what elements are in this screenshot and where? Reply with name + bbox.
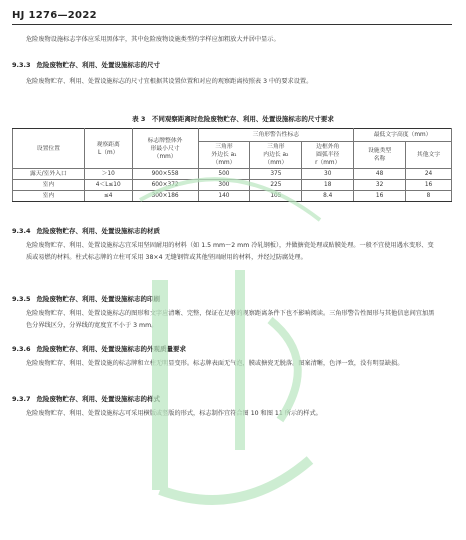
col-header-tri-radius: 边框外角 圆弧半径 r（mm）: [302, 142, 354, 169]
section-number: 9.3.3: [12, 61, 31, 69]
cell-distance: ＞10: [84, 169, 132, 180]
col-header-min-size: 标志牌整体外 形最小尺寸 （mm）: [132, 129, 198, 169]
cell-type-height: 48: [354, 169, 406, 180]
cell-position: 露天/室外入口: [13, 169, 85, 180]
cell-inner: 105: [250, 191, 302, 202]
section-9-3-4-body: 危险废物贮存、利用、处置设施标志宜采用坚固耐用的材料（如 1.5 mm～2 mm 冷轧钢板），并做搪瓷处理或贴膜处理。一般不宜使用遇水变形、变质或易燃的材料。柱式标志牌的立柱可采用 38×4 无缝钢管或其他坚固耐用的材料，并经过防腐处理。: [26, 242, 434, 261]
cell-distance: ≤4: [84, 191, 132, 202]
col-header-font-type: 设施类型 名称: [354, 142, 406, 169]
cell-inner: 225: [250, 180, 302, 191]
section-number: 9.3.4: [12, 227, 31, 235]
section-9-3-5-heading: [12, 294, 442, 303]
cell-type-height: 32: [354, 180, 406, 191]
col-group-triangle: 三角形警告性标志: [198, 129, 354, 142]
cell-type-height: 16: [354, 191, 406, 202]
cell-outer: 300: [198, 180, 250, 191]
intro-paragraph: 危险废物设施标志字体应采用黑体字，其中危险废物设施类型的字样应加粗放大并居中显示。: [26, 36, 280, 43]
col-header-tri-inner: 三角形 内边长 a₂ （mm）: [250, 142, 302, 169]
col-header-font-other: 其他文字: [406, 142, 452, 169]
cell-position: 室内: [13, 180, 85, 191]
cell-position: 室内: [13, 191, 85, 202]
table-3-caption: 表 3 不同观察距离时危险废物贮存、利用、处置设施标志的尺寸要求: [132, 115, 334, 123]
section-9-3-6-body: 危险废物贮存、利用、处置设施的标志牌和立柱无明显变形。标志牌表面无气泡，膜或搪瓷无脱落。图案清晰，色泽一致，没有明显缺损。: [26, 360, 404, 367]
col-header-distance: 观察距离 L（m）: [84, 129, 132, 169]
cell-other-height: 16: [406, 180, 452, 191]
cell-other-height: 8: [406, 191, 452, 202]
section-title: 危险废物贮存、利用、处置设施标志的样式: [36, 395, 161, 403]
col-header-tri-outer: 三角形 外边长 a₁ （mm）: [198, 142, 250, 169]
section-number: 9.3.5: [12, 295, 31, 303]
cell-min-size: 300×186: [132, 191, 198, 202]
cell-radius: 30: [302, 169, 354, 180]
section-title: 危险废物贮存、利用、处置设施标志的尺寸: [36, 61, 161, 69]
cell-min-size: 600×372: [132, 180, 198, 191]
cell-outer: 500: [198, 169, 250, 180]
cell-inner: 375: [250, 169, 302, 180]
col-group-font-height: 最低文字高度（mm）: [354, 129, 452, 142]
section-title: 危险废物贮存、利用、处置设施标志的外观质量要求: [36, 345, 187, 353]
section-9-3-7-body: 危险废物贮存、利用、处置设施标志可采用横版或竖版的形式，标志制作宜符合图 10 和图 11 所示的样式。: [26, 410, 322, 417]
cell-radius: 8.4: [302, 191, 354, 202]
cell-other-height: 24: [406, 169, 452, 180]
cell-min-size: 900×558: [132, 169, 198, 180]
section-9-3-3-heading: [12, 60, 442, 69]
cell-radius: 18: [302, 180, 354, 191]
size-requirements-table: [12, 128, 452, 202]
section-number: 9.3.7: [12, 395, 31, 403]
table-row: [13, 169, 452, 180]
section-title: 危险废物贮存、利用、处置设施标志的材质: [36, 227, 161, 235]
col-header-position: 设置位置: [13, 129, 85, 169]
table-row: [13, 191, 452, 202]
cell-outer: 140: [198, 191, 250, 202]
section-9-3-4-heading: [12, 226, 442, 235]
cell-distance: 4＜L≤10: [84, 180, 132, 191]
section-9-3-3-body: 危险废物贮存、利用、处置设施标志的尺寸宜根据其设置位置和对应的观察距离按照表 3 中的要求设置。: [26, 78, 313, 85]
header-rule: [12, 24, 452, 25]
section-title: 危险废物贮存、利用、处置设施标志的印刷: [36, 295, 161, 303]
section-9-3-5-body: 危险废物贮存、利用、处置设施标志的图形和文字应清晰、完整，保证在足够的观察距离条件下也不影响阅读。三角形警告性图形与其他信息间宜加黑色分界线区分，分界线的宽度宜不小于 3 mm。: [26, 310, 435, 329]
table-row: [13, 180, 452, 191]
section-9-3-7-heading: [12, 394, 442, 403]
standard-code: HJ 1276—2022: [12, 10, 97, 21]
section-number: 9.3.6: [12, 345, 31, 353]
section-9-3-6-heading: [12, 344, 442, 353]
